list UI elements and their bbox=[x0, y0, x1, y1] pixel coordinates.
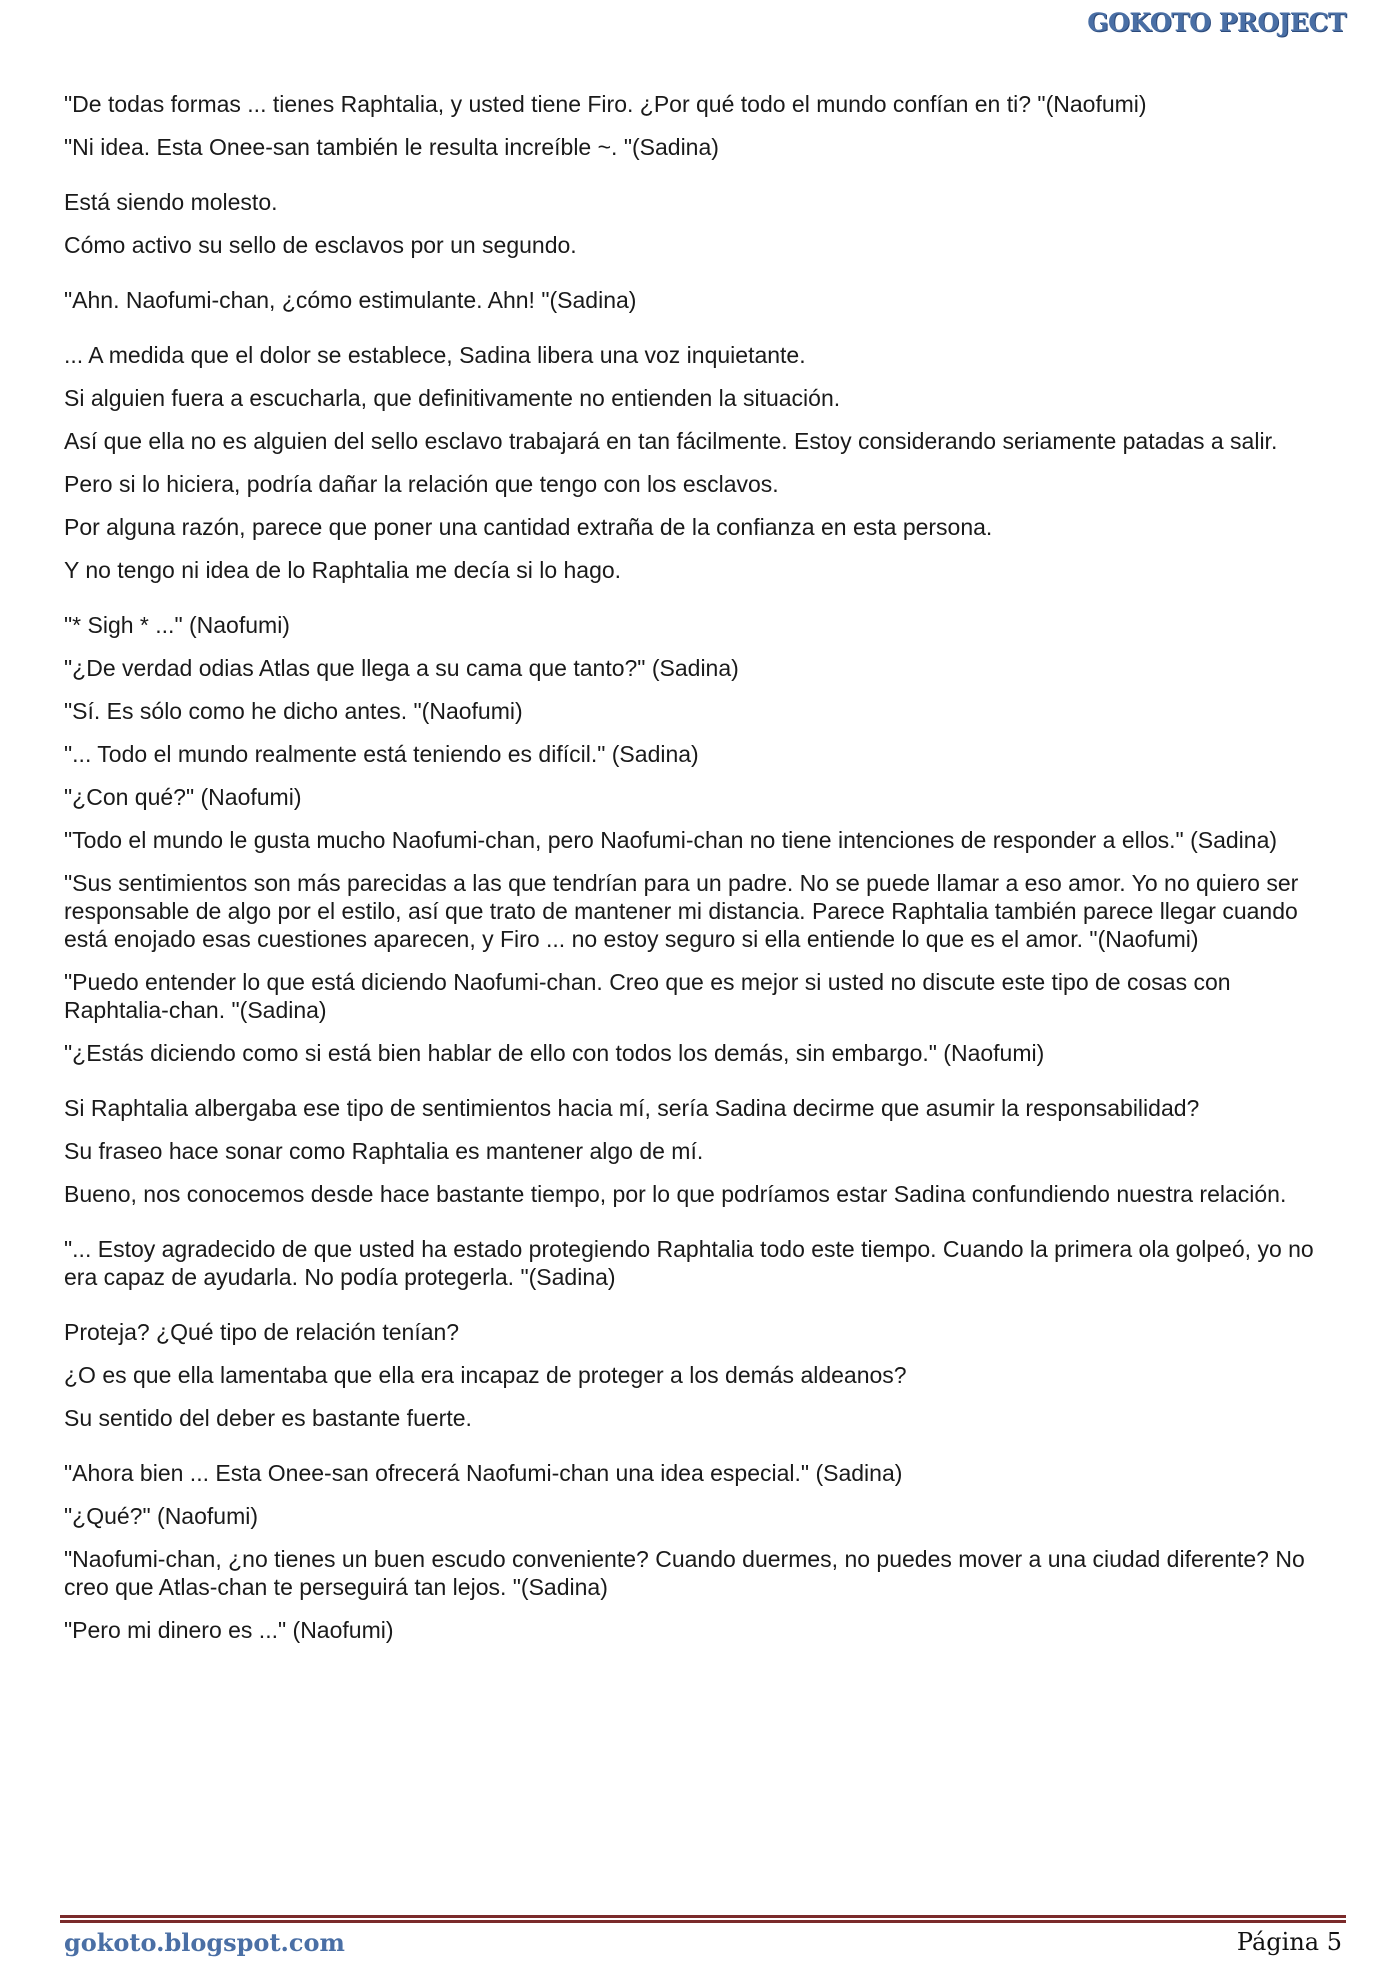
paragraph: Su sentido del deber es bastante fuerte. bbox=[64, 1405, 472, 1431]
paragraph: "¿De verdad odias Atlas que llega a su cama que tanto?" (Sadina) bbox=[64, 655, 739, 681]
paragraph: "De todas formas ... tienes Raphtalia, y usted tiene Firo. ¿Por qué todo el mundo confían en ti? "(Naofumi) bbox=[64, 91, 1147, 117]
paragraph: "¿Estás diciendo como si está bien hablar de ello con todos los demás, sin embargo." (Naofumi) bbox=[64, 1040, 1045, 1066]
paragraph: Su fraseo hace sonar como Raphtalia es mantener algo de mí. bbox=[64, 1138, 704, 1164]
paragraph: Pero si lo hiciera, podría dañar la relación que tengo con los esclavos. bbox=[64, 471, 779, 497]
paragraph: Proteja? ¿Qué tipo de relación tenían? bbox=[64, 1319, 460, 1345]
paragraph: Bueno, nos conocemos desde hace bastante tiempo, por lo que podríamos estar Sadina confundiendo nuestra relación. bbox=[64, 1181, 1287, 1207]
paragraph: "... Estoy agradecido de que usted ha estado protegiendo Raphtalia todo este tiempo. Cuando la primera ola golpeó, yo no era capaz de ayudarla. No podía protegerla. "(Sadina) bbox=[64, 1236, 1314, 1290]
document-body bbox=[64, 90, 1339, 1659]
header-brand: GOKOTO PROJECT bbox=[1087, 8, 1346, 37]
paragraph: "Ni idea. Esta Onee-san también le resulta increíble ~. "(Sadina) bbox=[64, 134, 719, 160]
paragraph: Está siendo molesto. bbox=[64, 189, 278, 215]
paragraph: Por alguna razón, parece que poner una cantidad extraña de la confianza en esta persona. bbox=[64, 514, 993, 540]
paragraph: "Ahora bien ... Esta Onee-san ofrecerá Naofumi-chan una idea especial." (Sadina) bbox=[64, 1460, 903, 1486]
paragraph: "Todo el mundo le gusta mucho Naofumi-chan, pero Naofumi-chan no tiene intenciones de responder a ellos." (Sadina) bbox=[64, 827, 1278, 853]
paragraph: Y no tengo ni idea de lo Raphtalia me decía si lo hago. bbox=[64, 557, 622, 583]
paragraph: "Ahn. Naofumi-chan, ¿cómo estimulante. Ahn! "(Sadina) bbox=[64, 287, 637, 313]
paragraph: "Puedo entender lo que está diciendo Naofumi-chan. Creo que es mejor si usted no discute este tipo de cosas con Raphtalia-chan. "(Sadina) bbox=[64, 969, 1231, 1023]
paragraph: ... A medida que el dolor se establece, Sadina libera una voz inquietante. bbox=[64, 342, 806, 368]
paragraph: "Sí. Es sólo como he dicho antes. "(Naofumi) bbox=[64, 698, 523, 724]
paragraph: Si Raphtalia albergaba ese tipo de sentimientos hacia mí, sería Sadina decirme que asumir la responsabilidad? bbox=[64, 1095, 1200, 1121]
paragraph: Si alguien fuera a escucharla, que definitivamente no entienden la situación. bbox=[64, 385, 841, 411]
paragraph: "Naofumi-chan, ¿no tienes un buen escudo conveniente? Cuando duermes, no puedes mover a una ciudad diferente? No creo que Atlas-chan te perseguirá tan lejos. "(Sadina) bbox=[64, 1546, 1305, 1600]
paragraph: "¿Qué?" (Naofumi) bbox=[64, 1503, 258, 1529]
paragraph: Así que ella no es alguien del sello esclavo trabajará en tan fácilmente. Estoy considerando seriamente patadas a salir. bbox=[64, 428, 1278, 454]
page-number: Página 5 bbox=[1236, 1928, 1342, 1956]
paragraph: "* Sigh * ..." (Naofumi) bbox=[64, 612, 290, 638]
paragraph: "Pero mi dinero es ..." (Naofumi) bbox=[64, 1617, 394, 1643]
paragraph: "... Todo el mundo realmente está teniendo es difícil." (Sadina) bbox=[64, 741, 699, 767]
paragraph: "Sus sentimientos son más parecidas a las que tendrían para un padre. No se puede llamar a eso amor. Yo no quiero ser responsable de algo por el estilo, así que trato de mantener mi distancia. Parece Raphtalia también parece llegar cuando está enojado esas cuestiones aparecen, y Firo ... no estoy seguro si ella entiende lo que es el amor. "(Naofumi) bbox=[64, 870, 1299, 952]
paragraph: "¿Con qué?" (Naofumi) bbox=[64, 784, 302, 810]
paragraph: Cómo activo su sello de esclavos por un segundo. bbox=[64, 232, 577, 258]
footer-site-link[interactable]: gokoto.blogspot.com bbox=[64, 1928, 345, 1957]
paragraph: ¿O es que ella lamentaba que ella era incapaz de proteger a los demás aldeanos? bbox=[64, 1362, 907, 1388]
footer-divider bbox=[60, 1915, 1346, 1923]
